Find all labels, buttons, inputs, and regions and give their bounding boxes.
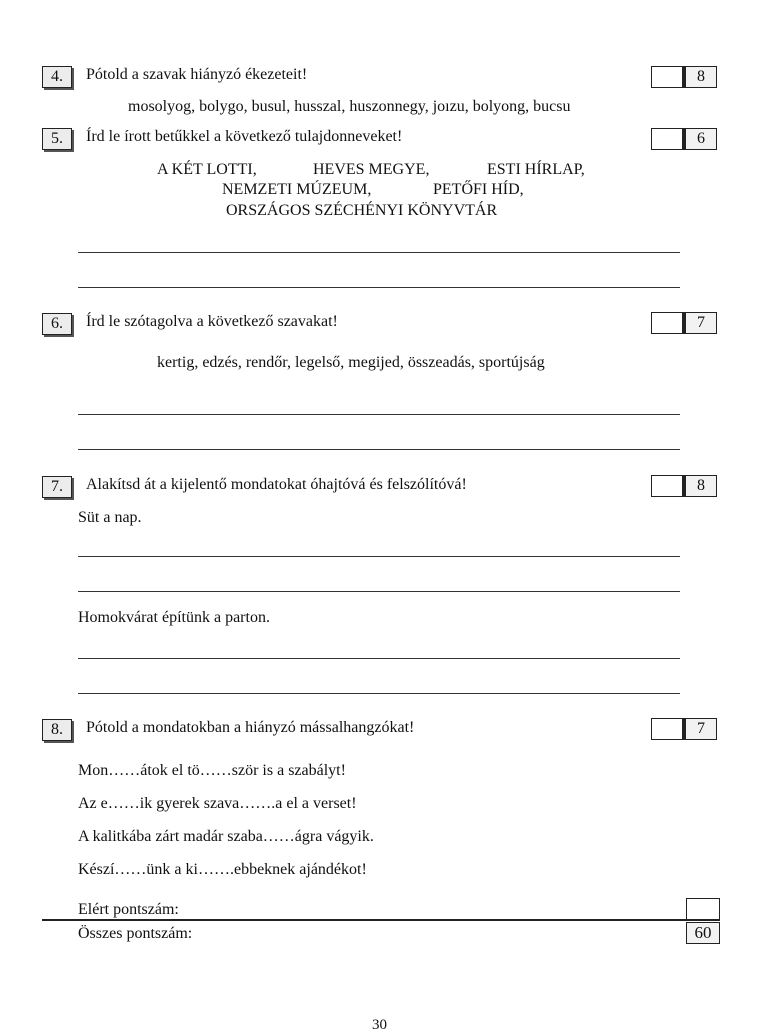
task-8-number: 8. bbox=[42, 719, 72, 741]
achieved-score-label: Elért pontszám: bbox=[78, 901, 179, 918]
task-8-score-box bbox=[651, 718, 715, 740]
answer-line[interactable] bbox=[78, 591, 680, 592]
task-5-max-points: 6 bbox=[683, 128, 717, 150]
answer-line[interactable] bbox=[78, 252, 680, 253]
task-8-sentence-4: Készí……ünk a ki…….ebbeknek ajándékot! bbox=[78, 861, 367, 878]
task-7-sentence-1: Süt a nap. bbox=[78, 509, 142, 526]
answer-line[interactable] bbox=[78, 414, 680, 415]
answer-line[interactable] bbox=[78, 658, 680, 659]
answer-line[interactable] bbox=[78, 287, 680, 288]
task-4-score-box bbox=[651, 66, 715, 88]
proper-name-4: NEMZETI MÚZEUM, bbox=[222, 181, 372, 198]
page-number: 30 bbox=[372, 1017, 387, 1033]
task-8-sentence-3: A kalitkába zárt madár szaba……ágra vágyik. bbox=[78, 828, 374, 845]
task-8-score-field[interactable] bbox=[651, 718, 683, 740]
task-7-sentence-2: Homokvárat építünk a parton. bbox=[78, 609, 270, 626]
task-6-words: kertig, edzés, rendőr, legelső, megijed, összeadás, sportújság bbox=[157, 354, 545, 371]
proper-name-1: A KÉT LOTTI, bbox=[157, 161, 257, 178]
task-7-instruction: Alakítsd át a kijelentő mondatokat óhajtóvá és felszólítóvá! bbox=[86, 476, 467, 493]
task-5-score-field[interactable] bbox=[651, 128, 683, 150]
task-6-score-box bbox=[651, 312, 715, 334]
summary-divider bbox=[42, 919, 720, 921]
task-8-sentence-2: Az e……ik gyerek szava…….a el a verset! bbox=[78, 795, 357, 812]
task-7-score-field[interactable] bbox=[651, 475, 683, 497]
task-6-max-points: 7 bbox=[683, 312, 717, 334]
achieved-score-field[interactable] bbox=[686, 898, 720, 920]
task-5-instruction: Írd le írott betűkkel a következő tulajdonneveket! bbox=[86, 128, 403, 145]
task-4-score-field[interactable] bbox=[651, 66, 683, 88]
task-6-score-field[interactable] bbox=[651, 312, 683, 334]
total-score-value: 60 bbox=[686, 922, 720, 944]
answer-line[interactable] bbox=[78, 693, 680, 694]
task-5-number: 5. bbox=[42, 128, 72, 150]
answer-line[interactable] bbox=[78, 556, 680, 557]
task-7-score-box bbox=[651, 475, 715, 497]
total-score-label: Összes pontszám: bbox=[78, 925, 193, 942]
task-8-max-points: 7 bbox=[683, 718, 717, 740]
task-8-instruction: Pótold a mondatokban a hiányzó mássalhangzókat! bbox=[86, 719, 415, 736]
answer-line[interactable] bbox=[78, 449, 680, 450]
task-4-max-points: 8 bbox=[683, 66, 717, 88]
task-4-words: mosolyog, bolygo, busul, husszal, huszonnegy, joızu, bolyong, bucsu bbox=[128, 98, 571, 115]
task-6-number: 6. bbox=[42, 313, 72, 335]
task-7-max-points: 8 bbox=[683, 475, 717, 497]
proper-name-5: PETŐFI HÍD, bbox=[433, 181, 524, 198]
task-6-instruction: Írd le szótagolva a következő szavakat! bbox=[86, 313, 338, 330]
task-4-number: 4. bbox=[42, 66, 72, 88]
proper-name-6: ORSZÁGOS SZÉCHÉNYI KÖNYVTÁR bbox=[226, 202, 498, 219]
proper-name-3: ESTI HÍRLAP, bbox=[487, 161, 585, 178]
task-5-score-box bbox=[651, 128, 715, 150]
task-4-instruction: Pótold a szavak hiányzó ékezeteit! bbox=[86, 66, 308, 83]
task-7-number: 7. bbox=[42, 476, 72, 498]
proper-name-2: HEVES MEGYE, bbox=[313, 161, 430, 178]
task-8-sentence-1: Mon……átok el tö……ször is a szabályt! bbox=[78, 762, 346, 779]
